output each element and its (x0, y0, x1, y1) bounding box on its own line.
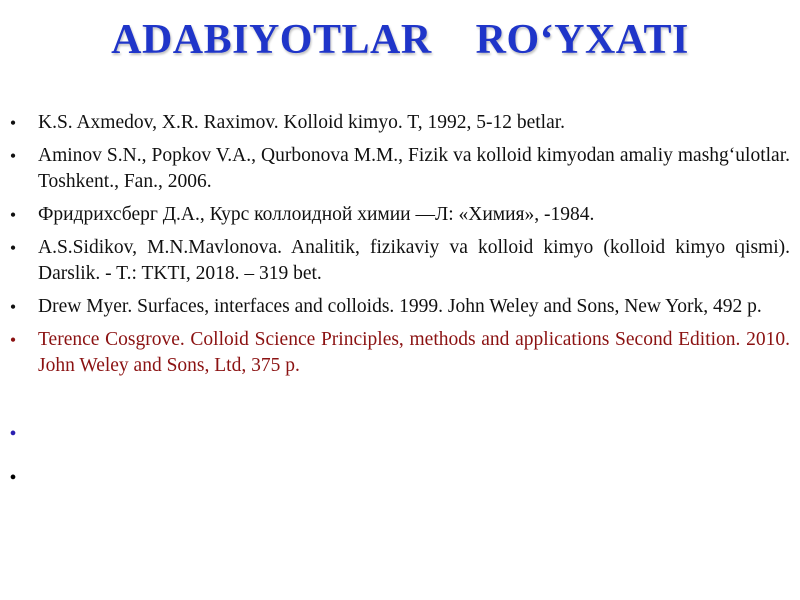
reference-item-4 (0, 235, 800, 287)
reference-text: Фридрихсберг Д.А., Курс коллоидной химии —Л: «Химия», -1984. (38, 204, 595, 225)
reference-text: K.S. Axmedov, X.R. Raximov. Kolloid kimyo. T, 1992, 5-12 betlar. (38, 112, 566, 133)
bullet-icon: • (9, 297, 17, 317)
reference-item-1 (0, 110, 800, 136)
reference-list (0, 110, 800, 386)
reference-item-5 (0, 294, 800, 320)
bullet-icon: • (9, 330, 17, 350)
reference-item-3 (0, 202, 800, 228)
bullet-icon: • (9, 146, 17, 166)
reference-text: Terence Cosgrove. Colloid Science Principles, methods and applications Second Edition. 2010. John Weley and Sons, Ltd, 375 p. (38, 329, 790, 376)
empty-bullet-icon: • (9, 467, 17, 489)
reference-text: Aminov S.N., Popkov V.A., Qurbonova M.M., Fizik va kolloid kimyodan amaliy mashg‘ulotlar. Toshkent., Fan., 2006. (38, 145, 790, 192)
empty-bullet-icon: • (9, 423, 17, 445)
reference-text: Drew Myer. Surfaces, interfaces and colloids. 1999. John Weley and Sons, New York, 492 p. (38, 296, 762, 317)
reference-item-2 (0, 143, 800, 195)
bullet-icon: • (9, 238, 17, 258)
bullet-icon: • (9, 205, 17, 225)
reference-text: A.S.Sidikov, M.N.Mavlonova. Analitik, fizikaviy va kolloid kimyo (kolloid kimyo qismi). Darslik. - T.: TKTI, 2018. – 319 bet. (38, 237, 790, 284)
reference-item-6 (0, 327, 800, 379)
bullet-icon: • (9, 113, 17, 133)
slide-title: ADABIYOTLAR RO‘YXATI (111, 17, 689, 63)
